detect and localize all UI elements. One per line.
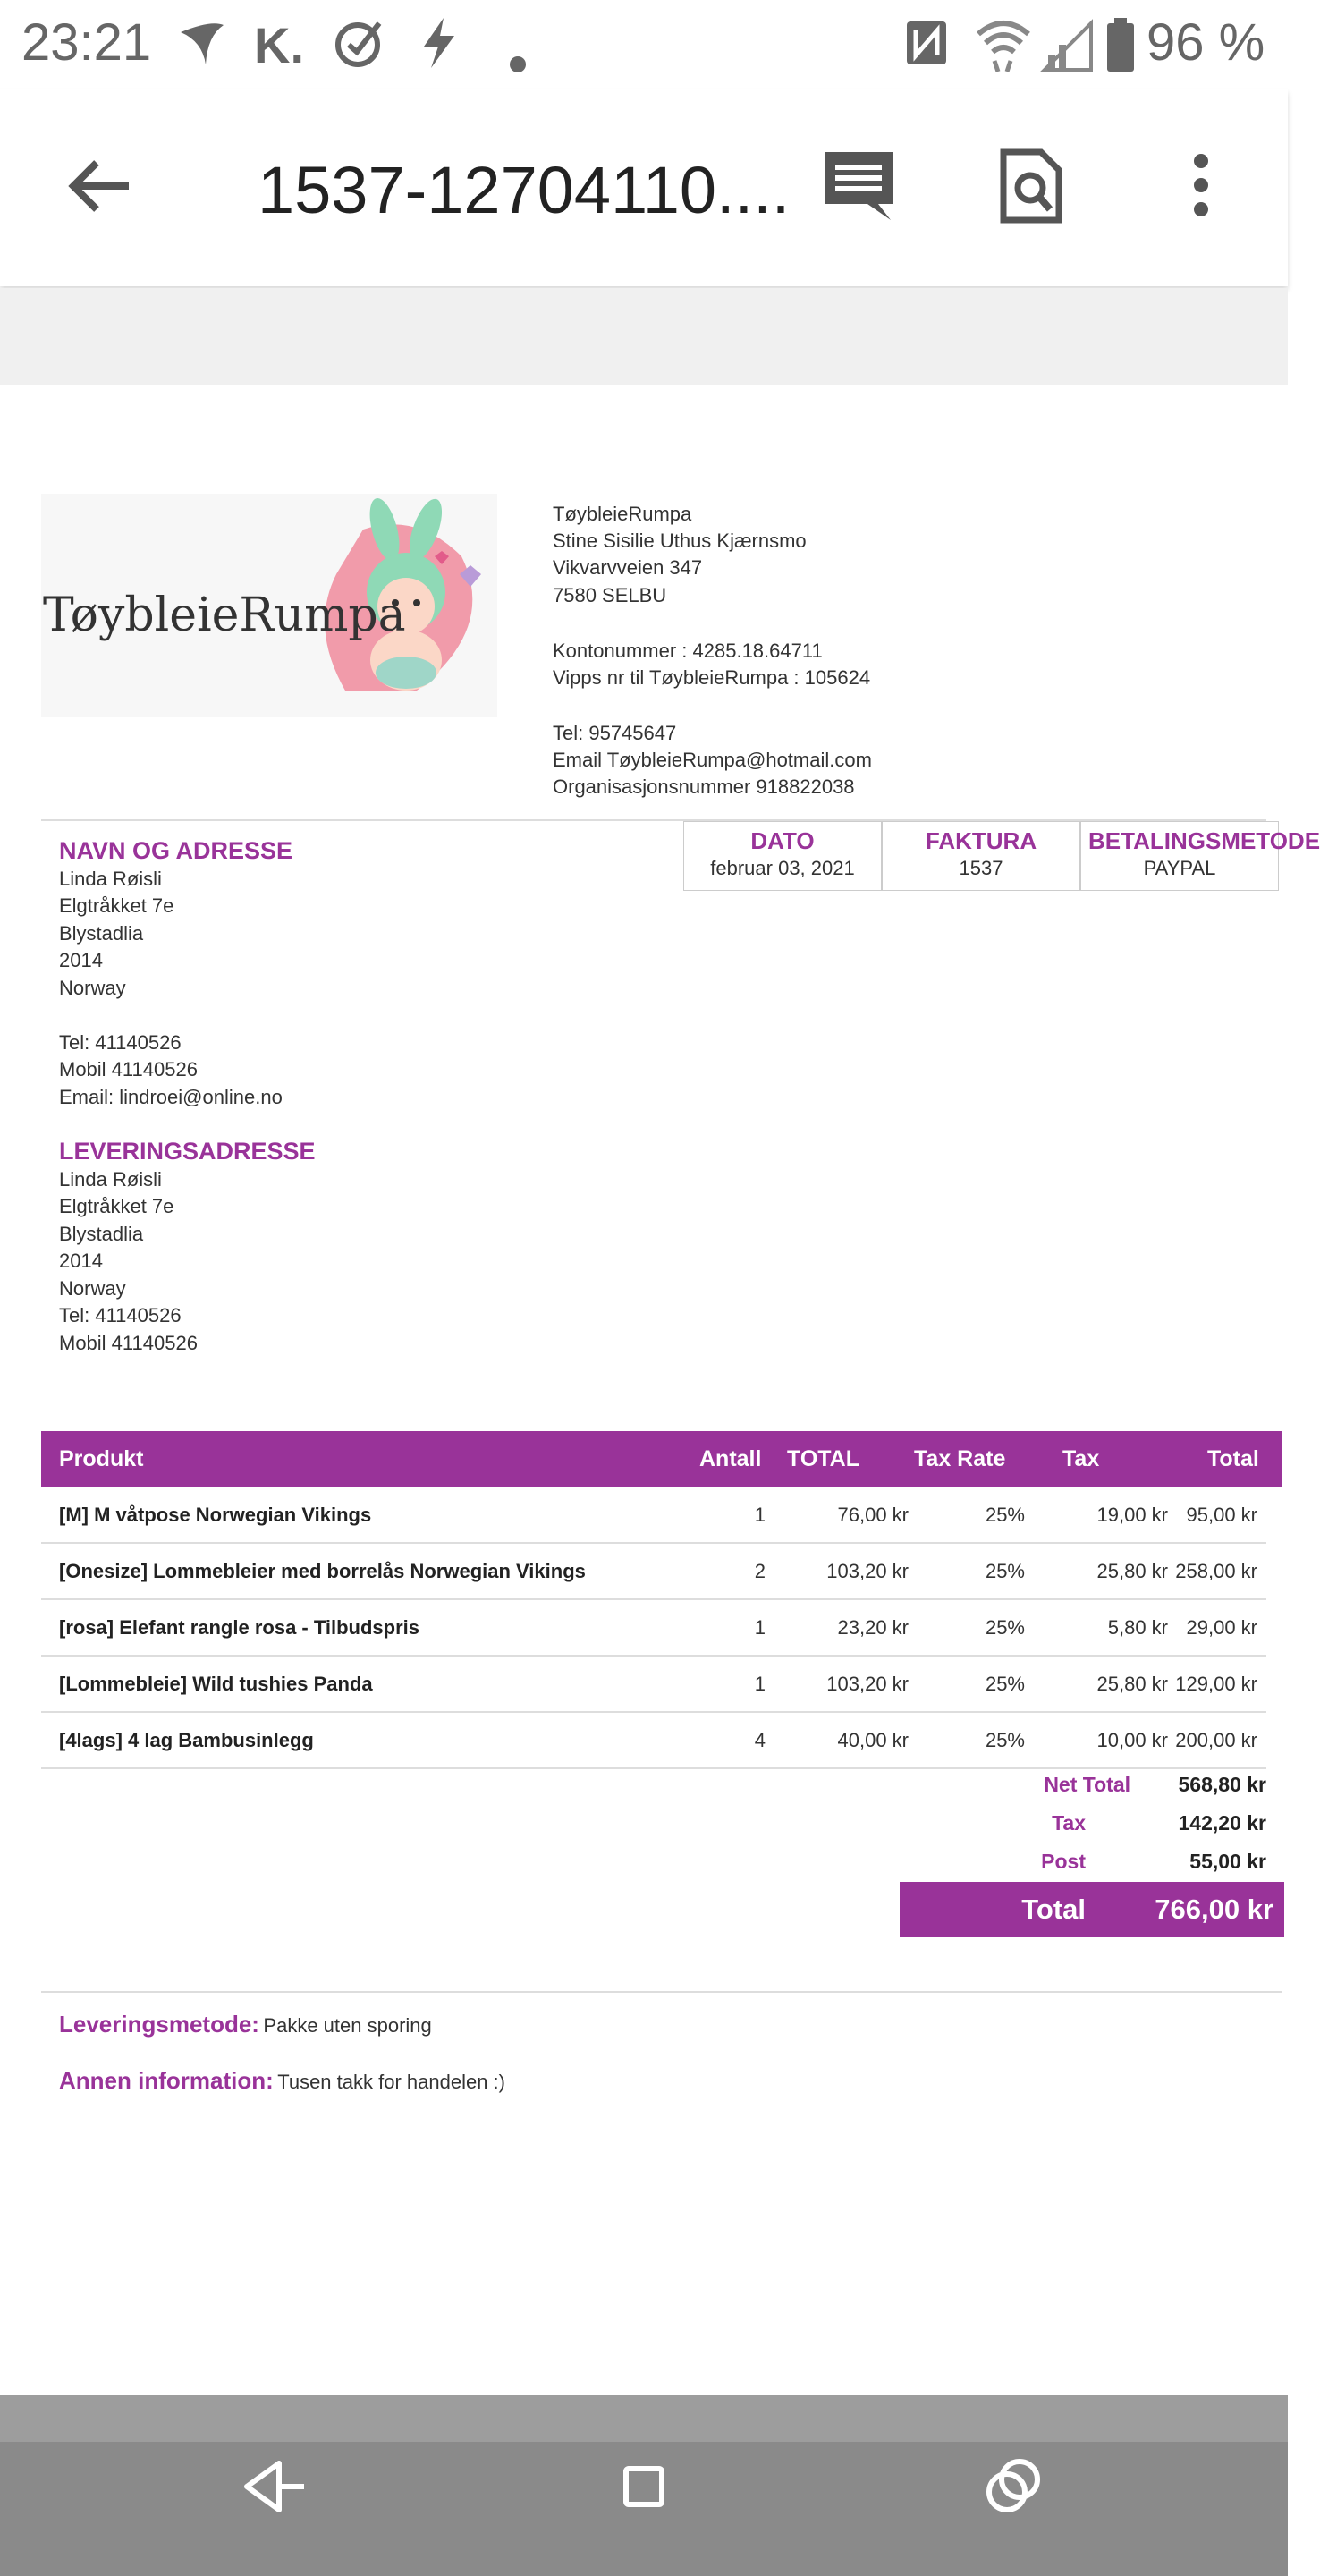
tax-rate: 25% xyxy=(985,1673,1025,1695)
back-arrow-icon[interactable] xyxy=(66,157,134,219)
signal-icon xyxy=(1041,16,1095,85)
shipping-line: 2014 xyxy=(59,1250,103,1272)
invoice-box xyxy=(882,821,1080,891)
quantity: 2 xyxy=(754,1560,766,1582)
line-total-ex: 103,20 kr xyxy=(826,1673,909,1695)
invoice-value: 1537 xyxy=(959,857,1003,879)
line-total-ex: 76,00 kr xyxy=(837,1504,909,1526)
company-line: Tel: 95745647 xyxy=(553,722,677,744)
klarna-icon: K. xyxy=(254,17,304,73)
billing-line: Elgtråkket 7e xyxy=(59,894,174,917)
delivery-method-label: Leveringsmetode: xyxy=(59,2011,259,2038)
status-bar xyxy=(0,0,1288,89)
post-value: 55,00 kr xyxy=(1189,1850,1266,1873)
grand-total-value: 766,00 kr xyxy=(1155,1894,1273,1925)
quantity: 1 xyxy=(754,1673,766,1695)
line-total: 29,00 kr xyxy=(1186,1616,1257,1639)
other-info xyxy=(59,2067,505,2095)
billing-mobil: Mobil 41140526 xyxy=(59,1058,198,1080)
shipping-line: Tel: 41140526 xyxy=(59,1304,182,1326)
billing-line: 2014 xyxy=(59,949,103,971)
product-name: [rosa] Elefant rangle rosa - Tilbudspris xyxy=(59,1616,420,1639)
line-total: 258,00 kr xyxy=(1175,1560,1257,1582)
line-total: 129,00 kr xyxy=(1175,1673,1257,1695)
tax-rate: 25% xyxy=(985,1504,1025,1526)
nav-back-icon[interactable] xyxy=(240,2458,308,2520)
document-title: 1537-12704110.... xyxy=(258,153,791,227)
company-line: TøybleieRumpa xyxy=(553,503,692,525)
search-document-icon[interactable] xyxy=(1000,148,1062,228)
divider xyxy=(41,1991,1282,1993)
shipping-line: Blystadlia xyxy=(59,1223,144,1245)
invoice-label: FAKTURA xyxy=(925,827,1037,854)
other-info-label: Annen information: xyxy=(59,2067,274,2094)
tax-total-label: Tax xyxy=(1052,1811,1086,1835)
tax-amount: 25,80 kr xyxy=(1096,1673,1168,1695)
quantity: 1 xyxy=(754,1616,766,1639)
nav-home-icon[interactable] xyxy=(622,2465,665,2512)
nav-bar-top-strip xyxy=(0,2395,1288,2442)
product-name: [Onesize] Lommebleier med borrelås Norwegian Vikings xyxy=(59,1560,586,1582)
line-total: 95,00 kr xyxy=(1186,1504,1257,1526)
col-header-tax: Tax xyxy=(1062,1446,1100,1471)
battery-percent: 96 % xyxy=(1147,13,1265,72)
tax-rate: 25% xyxy=(985,1560,1025,1582)
payment-label: BETALINGSMETODE xyxy=(1088,827,1320,854)
billing-email: Email: lindroei@online.no xyxy=(59,1086,283,1108)
page-gap xyxy=(0,288,1288,385)
delivery-method xyxy=(59,2011,432,2038)
table-row xyxy=(41,1543,1266,1600)
tax-amount: 25,80 kr xyxy=(1096,1560,1168,1582)
delivery-method-value: Pakke uten sporing xyxy=(263,2014,432,2037)
line-total-ex: 40,00 kr xyxy=(837,1729,909,1751)
table-row xyxy=(41,1599,1266,1657)
battery-icon xyxy=(1105,16,1136,85)
app-bar xyxy=(0,89,1288,286)
product-name: [Lommebleie] Wild tushies Panda xyxy=(59,1673,373,1695)
company-line: Stine Sisilie Uthus Kjærnsmo xyxy=(553,530,807,552)
date-label: DATO xyxy=(750,827,815,854)
nfc-icon xyxy=(903,16,950,81)
table-row xyxy=(41,1656,1266,1713)
shipping-line: Linda Røisli xyxy=(59,1168,162,1191)
company-line: Kontonummer : 4285.18.64711 xyxy=(553,640,823,662)
wifi-icon xyxy=(975,16,1032,85)
dot-icon xyxy=(508,30,528,86)
nav-recents-icon[interactable] xyxy=(984,2458,1041,2520)
quantity: 1 xyxy=(754,1504,766,1526)
shipping-line: Mobil 41140526 xyxy=(59,1332,198,1354)
shipping-line: Norway xyxy=(59,1277,126,1300)
company-line: Email TøybleieRumpa@hotmail.com xyxy=(553,749,872,771)
lightning-icon xyxy=(417,16,461,81)
col-header-total: Total xyxy=(1207,1446,1259,1471)
tax-total-value: 142,20 kr xyxy=(1178,1811,1266,1835)
col-header-tax-rate: Tax Rate xyxy=(914,1446,1006,1471)
net-total-value: 568,80 kr xyxy=(1178,1773,1266,1796)
other-info-value: Tusen takk for handelen :) xyxy=(277,2071,505,2093)
logo-text: TøybleieRumpa xyxy=(43,589,406,642)
billing-tel: Tel: 41140526 xyxy=(59,1031,182,1054)
col-header-product: Produkt xyxy=(59,1446,144,1471)
comment-icon[interactable] xyxy=(821,148,896,228)
tax-amount: 19,00 kr xyxy=(1096,1504,1168,1526)
company-line: Vipps nr til TøybleieRumpa : 105624 xyxy=(553,666,871,689)
grand-total-bar xyxy=(900,1882,1284,1937)
line-total: 200,00 kr xyxy=(1175,1729,1257,1751)
net-total-label: Net Total xyxy=(1044,1773,1130,1796)
check-circle-icon xyxy=(333,16,386,81)
company-line: Vikvarvveien 347 xyxy=(553,556,703,579)
tax-rate: 25% xyxy=(985,1729,1025,1751)
line-total-ex: 23,20 kr xyxy=(837,1616,909,1639)
company-line: Organisasjonsnummer 918822038 xyxy=(553,775,855,798)
billing-heading: NAVN OG ADRESSE xyxy=(59,837,293,864)
billing-line: Norway xyxy=(59,977,126,999)
post-label: Post xyxy=(1041,1850,1086,1873)
grand-total-label: Total xyxy=(1021,1894,1086,1925)
tax-rate: 25% xyxy=(985,1616,1025,1639)
shipping-line: Elgtråkket 7e xyxy=(59,1195,174,1217)
billing-line: Linda Røisli xyxy=(59,868,162,890)
more-options-icon[interactable] xyxy=(1188,154,1214,221)
date-value: februar 03, 2021 xyxy=(710,857,855,879)
table-row xyxy=(41,1712,1266,1769)
col-header-total-ex: TOTAL xyxy=(787,1446,860,1471)
date-box xyxy=(683,821,882,891)
company-logo xyxy=(41,494,497,717)
status-time: 23:21 xyxy=(21,13,152,72)
line-total-ex: 103,20 kr xyxy=(826,1560,909,1582)
product-name: [M] M våtpose Norwegian Vikings xyxy=(59,1504,372,1526)
quantity: 4 xyxy=(754,1729,766,1751)
tax-amount: 10,00 kr xyxy=(1096,1729,1168,1751)
product-name: [4lags] 4 lag Bambusinlegg xyxy=(59,1729,314,1751)
col-header-quantity: Antall xyxy=(699,1446,762,1471)
payment-box xyxy=(1080,821,1320,891)
company-line: 7580 SELBU xyxy=(553,584,667,606)
payment-value: PAYPAL xyxy=(1143,857,1216,879)
shipping-heading: LEVERINGSADRESSE xyxy=(59,1138,316,1165)
app-notification-icon xyxy=(175,16,229,81)
billing-line: Blystadlia xyxy=(59,922,144,945)
table-row xyxy=(41,1487,1266,1544)
tax-amount: 5,80 kr xyxy=(1107,1616,1168,1639)
